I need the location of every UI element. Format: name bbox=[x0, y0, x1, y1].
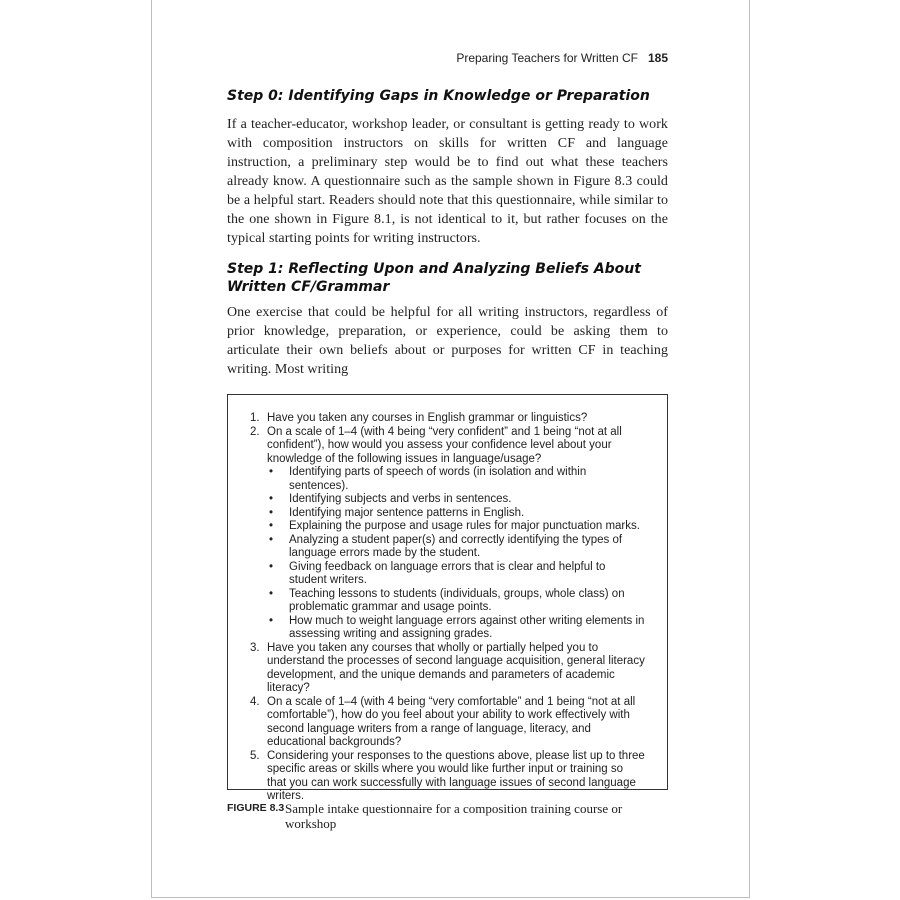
question-number: 4. bbox=[250, 695, 260, 708]
bullet-icon: • bbox=[269, 466, 274, 478]
bullet-item bbox=[267, 588, 645, 615]
bullet-text: Explaining the purpose and usage rules for major punctuation marks. bbox=[289, 520, 640, 532]
bullet-text: Identifying major sentence patterns in English. bbox=[289, 506, 525, 519]
page-number: 185 bbox=[647, 51, 668, 65]
bullet-item bbox=[267, 520, 645, 534]
question-text: Have you taken any courses that wholly or partially helped you to understand the processes of second language acquisition, general literacy development, and the unique demands and parameters of academic literacy? bbox=[267, 641, 645, 694]
book-page bbox=[151, 0, 750, 898]
question-text: Have you taken any courses in English grammar or linguistics? bbox=[267, 412, 588, 424]
bullet-icon: • bbox=[269, 614, 274, 627]
question-item bbox=[250, 426, 645, 642]
bullet-text: Identifying parts of speech of words (in isolation and within sentences). bbox=[289, 466, 587, 492]
question-item bbox=[250, 412, 645, 426]
bullet-text: How much to weight language errors against other writing elements in assessing writing and assigning grades. bbox=[289, 614, 645, 640]
question-text: On a scale of 1–4 (with 4 being “very confident” and 1 being “not at all confident”), how would you assess your confidence level about your knowledge of the following issues in language/usage? bbox=[267, 425, 622, 465]
question-text: Considering your responses to the questions above, please list up to three specific areas or skills where you would like further input or training so that you can work successfully with language issues of second language writers. bbox=[267, 749, 645, 802]
bullet-item bbox=[267, 561, 645, 588]
question-number: 1. bbox=[250, 412, 260, 424]
bullet-item bbox=[267, 615, 645, 642]
bullet-item bbox=[267, 507, 645, 521]
running-head-title: Preparing Teachers for Written CF bbox=[456, 51, 638, 65]
question-item bbox=[250, 642, 645, 696]
section-paragraph-step-1: One exercise that could be helpful for all writing instructors, regardless of prior knowledge, preparation, or experience, could be asking them to articulate their own beliefs about or purposes for written CF in teaching writing. Most writing bbox=[227, 305, 668, 377]
question-item bbox=[250, 750, 645, 804]
section-paragraph-step-0: If a teacher-educator, workshop leader, or consultant is getting ready to work with composition instructors on skills for written CF and language instruction, a preliminary step would be to find out what these teachers already know. A questionnaire such as the sample shown in Figure 8.3 could be a helpful start. Readers should note that this questionnaire, while similar to the one shown in Figure 8.1, is not identical to it, but rather focuses on the typical starting points for writing instructors. bbox=[227, 117, 668, 246]
bullet-icon: • bbox=[269, 493, 274, 505]
question-item bbox=[250, 696, 645, 750]
bullet-text: Analyzing a student paper(s) and correctly identifying the types of language errors made by the student. bbox=[289, 533, 623, 559]
questionnaire-figure bbox=[227, 394, 668, 802]
bullet-text: Identifying subjects and verbs in sentences. bbox=[289, 493, 512, 505]
bullet-icon: • bbox=[269, 533, 274, 546]
question-text: On a scale of 1–4 (with 4 being “very comfortable” and 1 being “not at all comfortable”), how do you feel about your ability to work effectively with second language writers from a range of language, literacy, and educational backgrounds? bbox=[267, 695, 636, 748]
section-heading-step-1: Step 1: Reflecting Upon and Analyzing Beliefs About Written CF/Grammar bbox=[227, 261, 641, 295]
bullet-icon: • bbox=[269, 587, 274, 600]
bullet-icon: • bbox=[269, 506, 274, 519]
bullet-text: Teaching lessons to students (individuals, groups, whole class) on problematic grammar and usage points. bbox=[289, 587, 625, 613]
bullet-item bbox=[267, 534, 645, 561]
bullet-item bbox=[267, 466, 645, 493]
question-number: 2. bbox=[250, 425, 260, 438]
question-number: 3. bbox=[250, 641, 260, 654]
section-heading-step-0: Step 0: Identifying Gaps in Knowledge or Preparation bbox=[227, 88, 650, 104]
running-head bbox=[152, 51, 668, 65]
figure-label: FIGURE 8.3 bbox=[227, 802, 285, 814]
bullet-text: Giving feedback on language errors that is clear and helpful to student writers. bbox=[289, 560, 606, 586]
bullet-icon: • bbox=[269, 560, 274, 573]
question-list bbox=[250, 412, 645, 804]
bullet-list bbox=[267, 466, 645, 642]
figure-caption bbox=[227, 801, 668, 831]
bullet-icon: • bbox=[269, 520, 274, 532]
figure-caption-text: Sample intake questionnaire for a composition training course or workshop bbox=[285, 801, 623, 831]
bullet-item bbox=[267, 493, 645, 507]
question-number: 5. bbox=[250, 749, 260, 762]
